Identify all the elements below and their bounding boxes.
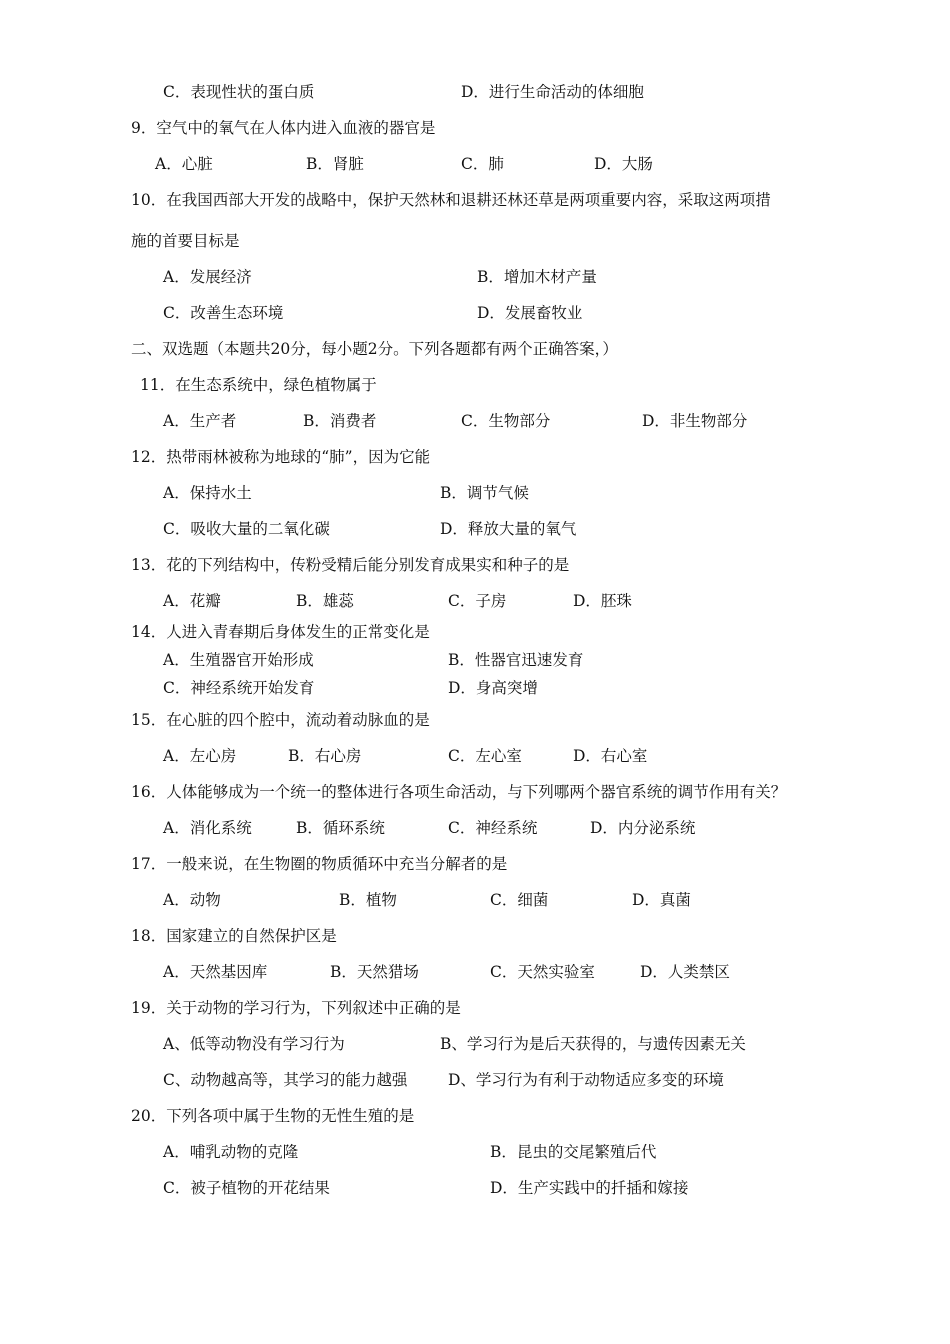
q13-option-a: A．花瓣 <box>163 592 221 610</box>
q19-option-a: A、低等动物没有学习行为 <box>163 1035 345 1053</box>
q12-option-a: A．保持水土 <box>163 484 252 502</box>
q20-option-a: A．哺乳动物的克隆 <box>163 1143 299 1161</box>
q9-option-d: D．大肠 <box>594 155 653 173</box>
q20-stem: 20．下列各项中属于生物的无性生殖的是 <box>131 1107 415 1125</box>
q12-option-c: C．吸收大量的二氧化碳 <box>163 520 330 538</box>
q16-option-c: C．神经系统 <box>448 819 538 837</box>
q14-option-b: B．性器官迅速发育 <box>448 651 584 669</box>
q12-stem: 12．热带雨林被称为地球的“肺”，因为它能 <box>131 448 431 466</box>
q11-stem: 11．在生态系统中，绿色植物属于 <box>140 376 377 394</box>
q11-option-a: A．生产者 <box>163 412 237 430</box>
q20-option-c: C．被子植物的开花结果 <box>163 1179 330 1197</box>
q20-option-d: D．生产实践中的扦插和嫁接 <box>490 1179 689 1197</box>
q18-option-c: C．天然实验室 <box>490 963 595 981</box>
q13-option-b: B．雄蕊 <box>296 592 354 610</box>
q18-stem: 18．国家建立的自然保护区是 <box>131 927 337 945</box>
q16-option-a: A．消化系统 <box>163 819 252 837</box>
q17-option-c: C．细菌 <box>490 891 549 909</box>
q8-option-c: C．表现性状的蛋白质 <box>163 83 315 101</box>
q9-option-a: A．心脏 <box>155 155 213 173</box>
q16-option-b: B．循环系统 <box>296 819 385 837</box>
q10-option-b: B．增加木材产量 <box>477 268 597 286</box>
q13-option-c: C．子房 <box>448 592 507 610</box>
q16-option-d: D．内分泌系统 <box>590 819 696 837</box>
q12-option-b: B．调节气候 <box>440 484 529 502</box>
q17-option-d: D．真菌 <box>632 891 691 909</box>
q9-option-c: C．肺 <box>461 155 504 173</box>
section-heading: 二、双选题（本题共20分，每小题2分。下列各题都有两个正确答案，） <box>131 340 618 358</box>
q10-stem-line1: 10．在我国西部大开发的战略中，保护天然林和退耕还林还草是两项重要内容，采取这两项措 <box>131 191 771 209</box>
q17-option-b: B．植物 <box>339 891 397 909</box>
q16-stem: 16．人体能够成为一个统一的整体进行各项生命活动，与下列哪两个器官系统的调节作用有关？ <box>131 783 787 801</box>
q17-stem: 17．一般来说，在生物圈的物质循环中充当分解者的是 <box>131 855 508 873</box>
q12-option-d: D．释放大量的氧气 <box>440 520 577 538</box>
q15-stem: 15．在心脏的四个腔中，流动着动脉血的是 <box>131 711 430 729</box>
q11-option-c: C．生物部分 <box>461 412 551 430</box>
q18-option-d: D．人类禁区 <box>640 963 730 981</box>
q14-option-a: A．生殖器官开始形成 <box>163 651 314 669</box>
q14-option-d: D．身高突增 <box>448 679 538 697</box>
q14-option-c: C．神经系统开始发育 <box>163 679 315 697</box>
q19-stem: 19．关于动物的学习行为，下列叙述中正确的是 <box>131 999 461 1017</box>
q11-option-d: D．非生物部分 <box>642 412 748 430</box>
q15-option-c: C．左心室 <box>448 747 522 765</box>
q19-option-c: C、动物越高等，其学习的能力越强 <box>163 1071 408 1089</box>
q8-option-d: D．进行生命活动的体细胞 <box>461 83 644 101</box>
q18-option-b: B．天然猎场 <box>330 963 419 981</box>
q11-option-b: B．消费者 <box>303 412 377 430</box>
q13-option-d: D．胚珠 <box>573 592 632 610</box>
q19-option-b: B、学习行为是后天获得的，与遗传因素无关 <box>440 1035 746 1053</box>
q15-option-b: B．右心房 <box>288 747 362 765</box>
q13-stem: 13．花的下列结构中，传粉受精后能分别发育成果实和种子的是 <box>131 556 570 574</box>
q9-option-b: B．肾脏 <box>306 155 364 173</box>
q14-stem: 14．人进入青春期后身体发生的正常变化是 <box>131 623 430 641</box>
q18-option-a: A．天然基因库 <box>163 963 268 981</box>
q19-option-d: D、学习行为有利于动物适应多变的环境 <box>448 1071 724 1089</box>
q10-option-c: C．改善生态环境 <box>163 304 284 322</box>
q15-option-a: A．左心房 <box>163 747 237 765</box>
q17-option-a: A．动物 <box>163 891 221 909</box>
q10-option-a: A．发展经济 <box>163 268 252 286</box>
q9-stem: 9．空气中的氧气在人体内进入血液的器官是 <box>131 119 436 137</box>
q10-stem-line2: 施的首要目标是 <box>131 232 240 250</box>
q20-option-b: B．昆虫的交尾繁殖后代 <box>490 1143 657 1161</box>
q15-option-d: D．右心室 <box>573 747 648 765</box>
q10-option-d: D．发展畜牧业 <box>477 304 583 322</box>
